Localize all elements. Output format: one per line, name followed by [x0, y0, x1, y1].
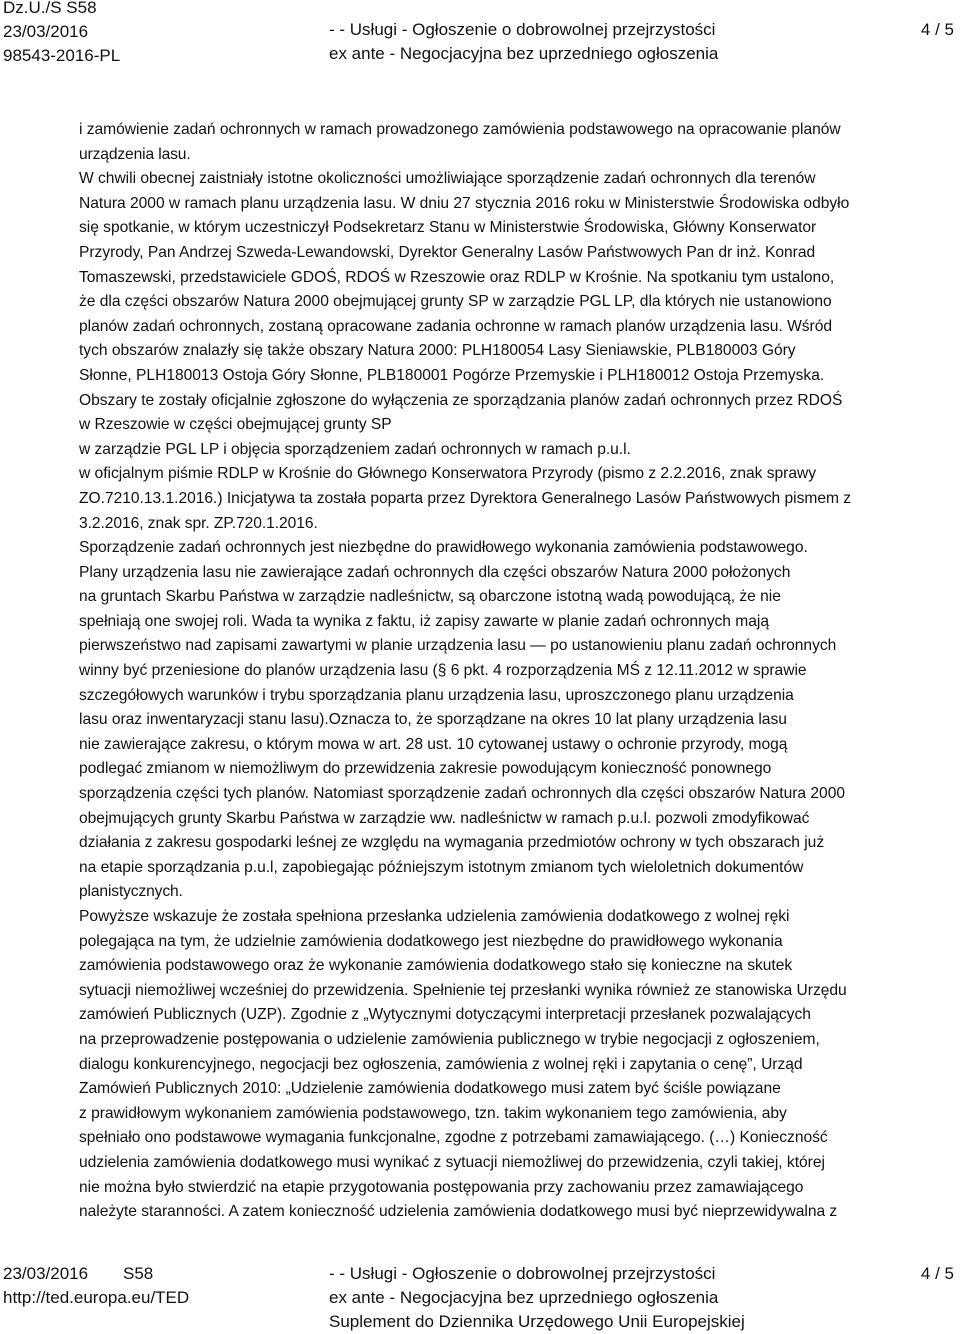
body-text-line: tych obszarów znalazły się także obszary Natura 2000: PLH180054 Lasy Sieniawskie, PLB180003 Góry [79, 342, 796, 360]
body-text-line: Przyrody, Pan Andrzej Szweda-Lewandowski, Dyrektor Generalny Lasów Państwowych Pan dr inż. Konrad [79, 243, 816, 261]
notice-number: 98543-2016-PL [3, 46, 121, 65]
body-text-line: nie zawierające zakresu, o którym mowa w art. 28 ust. 10 cytowanej ustawy o ochronie przyrody, mogą [79, 735, 788, 753]
body-text-line: Słonne, PLH180013 Ostoja Góry Słonne, PLB180001 Pogórze Przemyskie i PLH180012 Ostoja Przemyska. [79, 366, 825, 384]
body-text-line: 3.2.2016, znak spr. ZP.720.1.2016. [79, 514, 318, 532]
footer-date: 23/03/2016 [3, 1264, 89, 1283]
body-text-line: w zarządzie PGL LP i objęcia sporządzeniem zadań ochronnych w ramach p.u.l. [79, 440, 631, 458]
body-text-line: spełniało ono podstawowe wymagania funkcjonalne, zgodne z potrzebami zamawiającego. (…) Konieczność [79, 1129, 828, 1147]
body-text-line: spełniają one swojej roli. Wada ta wynika z faktu, iż zapisy zawarte w planie zadań ochronnych mają [79, 612, 769, 630]
body-text-line: należyte staranności. A zatem konieczność udzielenia zamówienia dodatkowego musi być nieprzewidywalna z [79, 1203, 838, 1221]
body-text-line: działania z zakresu gospodarki leśnej ze względu na wymagania przedmiotów ochrony w tych obszarach już [79, 834, 825, 852]
body-text-line: Sporządzenie zadań ochronnych jest niezbędne do prawidłowego wykonania zamówienia podstawowego. [79, 539, 808, 557]
body-text-line: na przeprowadzenie postępowania o udzielenie zamówienia publicznego w trybie negocjacji z ogłoszeniem, [79, 1030, 820, 1048]
page-header [0, 0, 960, 70]
header-title-line-1: - - Usługi - Ogłoszenie o dobrowolnej przejrzystości [329, 20, 716, 39]
footer-code: S58 [123, 1264, 154, 1283]
body-text-line: że dla części obszarów Natura 2000 obejmującej grunty SP w zarządzie PGL LP, dla których nie ustanowiono [79, 293, 832, 311]
body-text-line: winny być przeniesione do planów urządzenia lasu (§ 6 pkt. 4 rozporządzenia MŚ z 12.11.2012 w sprawie [79, 662, 807, 680]
body-text-line: Plany urządzenia lasu nie zawierające zadań ochronnych dla części obszarów Natura 2000 położonych [79, 563, 791, 581]
body-text-line: w oficjalnym piśmie RDLP w Krośnie do Głównego Konserwatora Przyrody (pismo z 2.2.2016, znak sprawy [79, 465, 817, 483]
body-text-line: lasu oraz inwentaryzacji stanu lasu).Oznacza to, że sporządzane na okres 10 lat plany urządzenia lasu [79, 711, 787, 729]
body-text-line: na gruntach Skarbu Państwa w zarządzie nadleśnictw, są obarczone istotną wadą powodującą, że nie [79, 588, 781, 606]
body-text-line: na etapie sporządzania p.u.l, zapobiegając późniejszym istotnym zmianom tych wieloletnich dokumentów [79, 858, 804, 876]
footer-page-number: 4 / 5 [920, 1264, 954, 1283]
body-text-line: W chwili obecnej zaistniały istotne okoliczności umożliwiające sporządzenie zadań ochronnych dla terenów [79, 170, 816, 188]
body-text-line: urządzenia lasu. [79, 145, 191, 163]
body-text-line: w Rzeszowie w części obejmującej grunty SP [79, 416, 392, 434]
page-footer [0, 1262, 960, 1334]
body-text-line: zamówień Publicznych (UZP). Zgodnie z „Wytycznymi dotyczącymi interpretacji przesłanek pozwalających [79, 1006, 811, 1024]
body-text-line: nie można było stwierdzić na etapie przygotowania postępowania przy zachowaniu przez zamawiającego [79, 1178, 804, 1196]
footer-title-line-1: - - Usługi - Ogłoszenie o dobrowolnej przejrzystości [329, 1264, 716, 1283]
journal-reference: Dz.U./S S58 [3, 0, 97, 17]
header-center [329, 18, 749, 66]
body-text-line: planów zadań ochronnych, zostaną opracowane zadania ochronne w ramach planów urządzenia lasu. Wśród [79, 317, 833, 335]
body-text-line: Tomaszewski, przedstawiciele GDOŚ, RDOŚ w Rzeszowie oraz RDLP w Krośnie. Na spotkaniu tym ustalono, [79, 268, 835, 286]
body-text-line: szczegółowych warunków i trybu sporządzania planu urządzenia lasu, uproszczonego planu urządzenia [79, 686, 794, 704]
body-text-line: dialogu konkurencyjnego, negocjacji bez ogłoszenia, zamówienia z wolnej ręki i zapytania o cenę”, Urząd [79, 1055, 803, 1073]
header-left [3, 0, 223, 68]
body-text-line: Natura 2000 w ramach planu urządzenia lasu. W dniu 27 stycznia 2016 roku w Ministerstwie Środowiska odbyło [79, 194, 850, 212]
body-text-line: ZO.7210.13.1.2016.) Inicjatywa ta została poparta przez Dyrektora Generalnego Lasów Państwowych pismem z [79, 489, 852, 507]
header-date: 23/03/2016 [3, 22, 89, 41]
footer-supplement: Suplement do Dziennika Urzędowego Unii Europejskiej [329, 1312, 745, 1331]
footer-title-line-2: ex ante - Negocjacyjna bez uprzedniego ogłoszenia [329, 1288, 719, 1307]
body-text-line: i zamówienie zadań ochronnych w ramach prowadzonego zamówienia podstawowego na opracowanie planów [79, 121, 841, 138]
body-text-line: Powyższe wskazuje że została spełniona przesłanka udzielenia zamówienia dodatkowego z wolnej ręki [79, 908, 790, 925]
body-text-line: Obszary te zostały oficjalnie zgłoszone do wyłączenia ze sporządzania planów zadań ochronnych przez RDOŚ [79, 391, 843, 409]
body-text-line: udzielenia zamówienia dodatkowego musi wynikać z sytuacji niemożliwej do przewidzenia, czyli takiej, której [79, 1153, 825, 1171]
body-text-line: zamówienia podstawowego oraz że wykonanie zamówienia dodatkowego stało się konieczne na skutek [79, 957, 793, 975]
footer-left [3, 1262, 263, 1310]
footer-url: http://ted.europa.eu/TED [3, 1288, 190, 1307]
body-text-line: sytuacji niemożliwej wcześniej do przewidzenia. Spełnienie tej przesłanki wynika również ze stanowiska Urzędu [79, 981, 847, 999]
body-text-line: z prawidłowym wykonaniem zamówienia podstawowego, tzn. takim wykonaniem tego zamówienia, aby [79, 1104, 787, 1122]
body-text-line: podlegać zmianom w niemożliwym do przewidzenia zakresie powodującym konieczność ponownego [79, 760, 772, 778]
body-text-line: planistycznych. [79, 883, 183, 901]
body-text-line: się spotkanie, w którym uczestniczył Podsekretarz Stanu w Ministerstwie Środowiska, Główny Konserwator [79, 219, 817, 237]
body-text-line: pierwszeństwo nad zapisami zawartymi w planie urządzenia lasu — po ustanowieniu planu zadań ochronnych [79, 637, 837, 655]
body-text-line: sporządzenia części tych planów. Natomiast sporządzenie zadań ochronnych dla części obszarów Natura 2000 [79, 785, 846, 803]
header-page-number: 4 / 5 [920, 20, 954, 39]
body-text-line: obejmujących grunty Skarbu Państwa w zarządzie ww. nadleśnictw w ramach p.u.l. pozwoli zmodyfikować [79, 809, 810, 827]
footer-center [329, 1262, 759, 1334]
header-title-line-2: ex ante - Negocjacyjna bez uprzedniego ogłoszenia [329, 44, 719, 63]
document-body [79, 118, 959, 1225]
body-text-line: polegająca na tym, że udzielnie zamówienia dodatkowego jest niezbędne do prawidłowego wykonania [79, 932, 783, 950]
body-text-line: Zamówień Publicznych 2010: „Udzielenie zamówienia dodatkowego musi zatem być ściśle powiązane [79, 1080, 781, 1098]
